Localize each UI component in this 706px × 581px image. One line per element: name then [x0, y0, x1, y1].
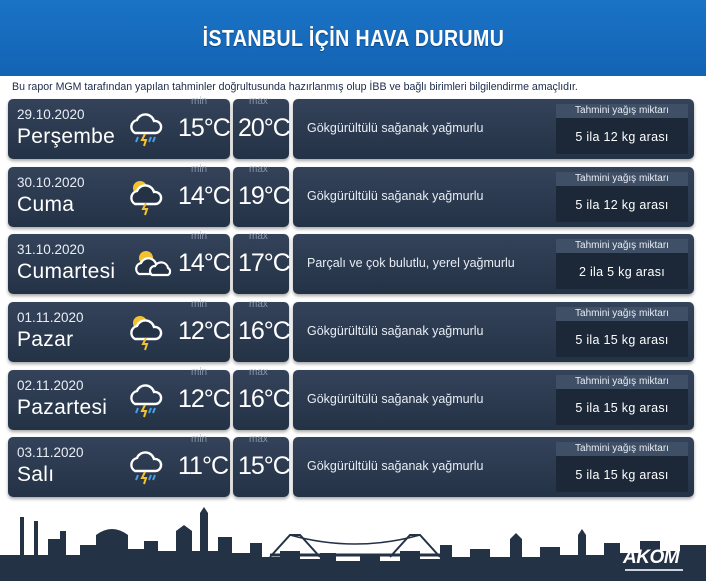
max-label: max	[249, 164, 268, 175]
thunderstorm-rain-icon	[126, 109, 166, 149]
min-label: min	[191, 434, 208, 445]
day-name: Cuma	[17, 193, 75, 216]
weather-description: Parçalı ve çok bulutlu, yerel yağmurlu	[307, 256, 515, 270]
forecast-row	[8, 434, 698, 497]
rain-amount: 5 ila 15 kg arası	[575, 333, 669, 347]
forecast-date: 29.10.2020	[17, 107, 85, 122]
max-label: max	[249, 299, 268, 310]
thunderstorm-rain-icon	[126, 380, 166, 420]
weather-description: Gökgürültülü sağanak yağmurlu	[307, 459, 484, 473]
rain-amount: 5 ila 15 kg arası	[575, 401, 669, 415]
day-card	[8, 96, 230, 159]
sun-thunderstorm-icon	[126, 177, 166, 217]
max-card	[233, 164, 290, 227]
weather-description: Gökgürültülü sağanak yağmurlu	[307, 189, 484, 203]
min-label: min	[191, 231, 208, 242]
forecast-row	[8, 96, 698, 159]
min-temp: 14°C	[178, 249, 230, 277]
min-temp: 12°C	[178, 317, 230, 345]
day-card	[8, 231, 230, 294]
description-card	[293, 234, 694, 294]
day-name: Pazar	[17, 328, 74, 351]
day-name: Cumartesi	[17, 260, 116, 283]
rain-header: Tahmini yağış miktarı	[556, 104, 688, 118]
min-label: min	[191, 299, 208, 310]
rain-estimate-box	[556, 307, 688, 357]
min-temp: 12°C	[178, 385, 230, 413]
max-temp: 20°C	[238, 114, 290, 142]
forecast-date: 02.11.2020	[17, 378, 84, 393]
weather-description: Gökgürültülü sağanak yağmurlu	[307, 392, 484, 406]
forecast-date: 03.11.2020	[17, 445, 84, 460]
report-disclaimer: Bu rapor MGM tarafından yapılan tahminler doğrultusunda hazırlanmış olup İBB ve bağlı birimleri bilgilendirme amaçlıdır.	[12, 81, 578, 93]
min-temp: 11°C	[178, 452, 229, 480]
rain-amount: 5 ila 15 kg arası	[575, 468, 669, 482]
rain-header: Tahmini yağış miktarı	[556, 239, 688, 253]
max-card	[233, 299, 290, 362]
max-label: max	[249, 231, 268, 242]
weather-description: Gökgürültülü sağanak yağmurlu	[307, 121, 484, 135]
max-label: max	[249, 367, 268, 378]
rain-estimate-box	[556, 239, 688, 289]
min-temp: 15°C	[178, 114, 230, 142]
day-card	[8, 434, 230, 497]
logo-underline	[625, 569, 683, 571]
min-label: min	[191, 96, 208, 107]
thunderstorm-rain-icon	[126, 447, 166, 487]
max-temp: 19°C	[238, 182, 290, 210]
forecast-row	[8, 164, 698, 227]
rain-header: Tahmini yağış miktarı	[556, 307, 688, 321]
forecast-row	[8, 299, 698, 362]
day-card	[8, 164, 230, 227]
day-card	[8, 367, 230, 430]
rain-estimate-box	[556, 172, 688, 222]
akom-logo: AKOM	[623, 547, 680, 568]
description-card	[293, 167, 694, 227]
description-card	[293, 99, 694, 159]
weather-description: Gökgürültülü sağanak yağmurlu	[307, 324, 484, 338]
min-label: min	[191, 367, 208, 378]
max-label: max	[249, 434, 268, 445]
max-temp: 17°C	[238, 249, 290, 277]
max-card	[233, 231, 290, 294]
forecast-date: 01.11.2020	[17, 310, 84, 325]
max-temp: 15°C	[238, 452, 290, 480]
max-temp: 16°C	[238, 317, 290, 345]
forecast-row	[8, 367, 698, 430]
min-label: min	[191, 164, 208, 175]
min-temp: 14°C	[178, 182, 230, 210]
istanbul-skyline-illustration	[0, 495, 706, 581]
day-name: Pazartesi	[17, 396, 108, 419]
max-card	[233, 96, 290, 159]
max-card	[233, 367, 290, 430]
forecast-date: 30.10.2020	[17, 175, 85, 190]
rain-estimate-box	[556, 375, 688, 425]
day-card	[8, 299, 230, 362]
max-temp: 16°C	[238, 385, 290, 413]
rain-amount: 5 ila 12 kg arası	[575, 198, 669, 212]
rain-estimate-box	[556, 442, 688, 492]
partly-cloudy-icon	[132, 244, 172, 284]
max-label: max	[249, 96, 268, 107]
forecast-row	[8, 231, 698, 294]
description-card	[293, 370, 694, 430]
page-title: İSTANBUL İÇİN HAVA DURUMU	[202, 24, 504, 51]
rain-estimate-box	[556, 104, 688, 154]
forecast-date: 31.10.2020	[17, 242, 85, 257]
rain-header: Tahmini yağış miktarı	[556, 375, 688, 389]
rain-header: Tahmini yağış miktarı	[556, 442, 688, 456]
description-card	[293, 302, 694, 362]
description-card	[293, 437, 694, 497]
max-card	[233, 434, 290, 497]
day-name: Salı	[17, 463, 55, 486]
sun-thunderstorm-icon	[126, 312, 166, 352]
rain-amount: 2 ila 5 kg arası	[578, 265, 666, 279]
rain-header: Tahmini yağış miktarı	[556, 172, 688, 186]
header-banner	[0, 0, 706, 76]
day-name: Perşembe	[17, 125, 116, 148]
rain-amount: 5 ila 12 kg arası	[575, 130, 669, 144]
